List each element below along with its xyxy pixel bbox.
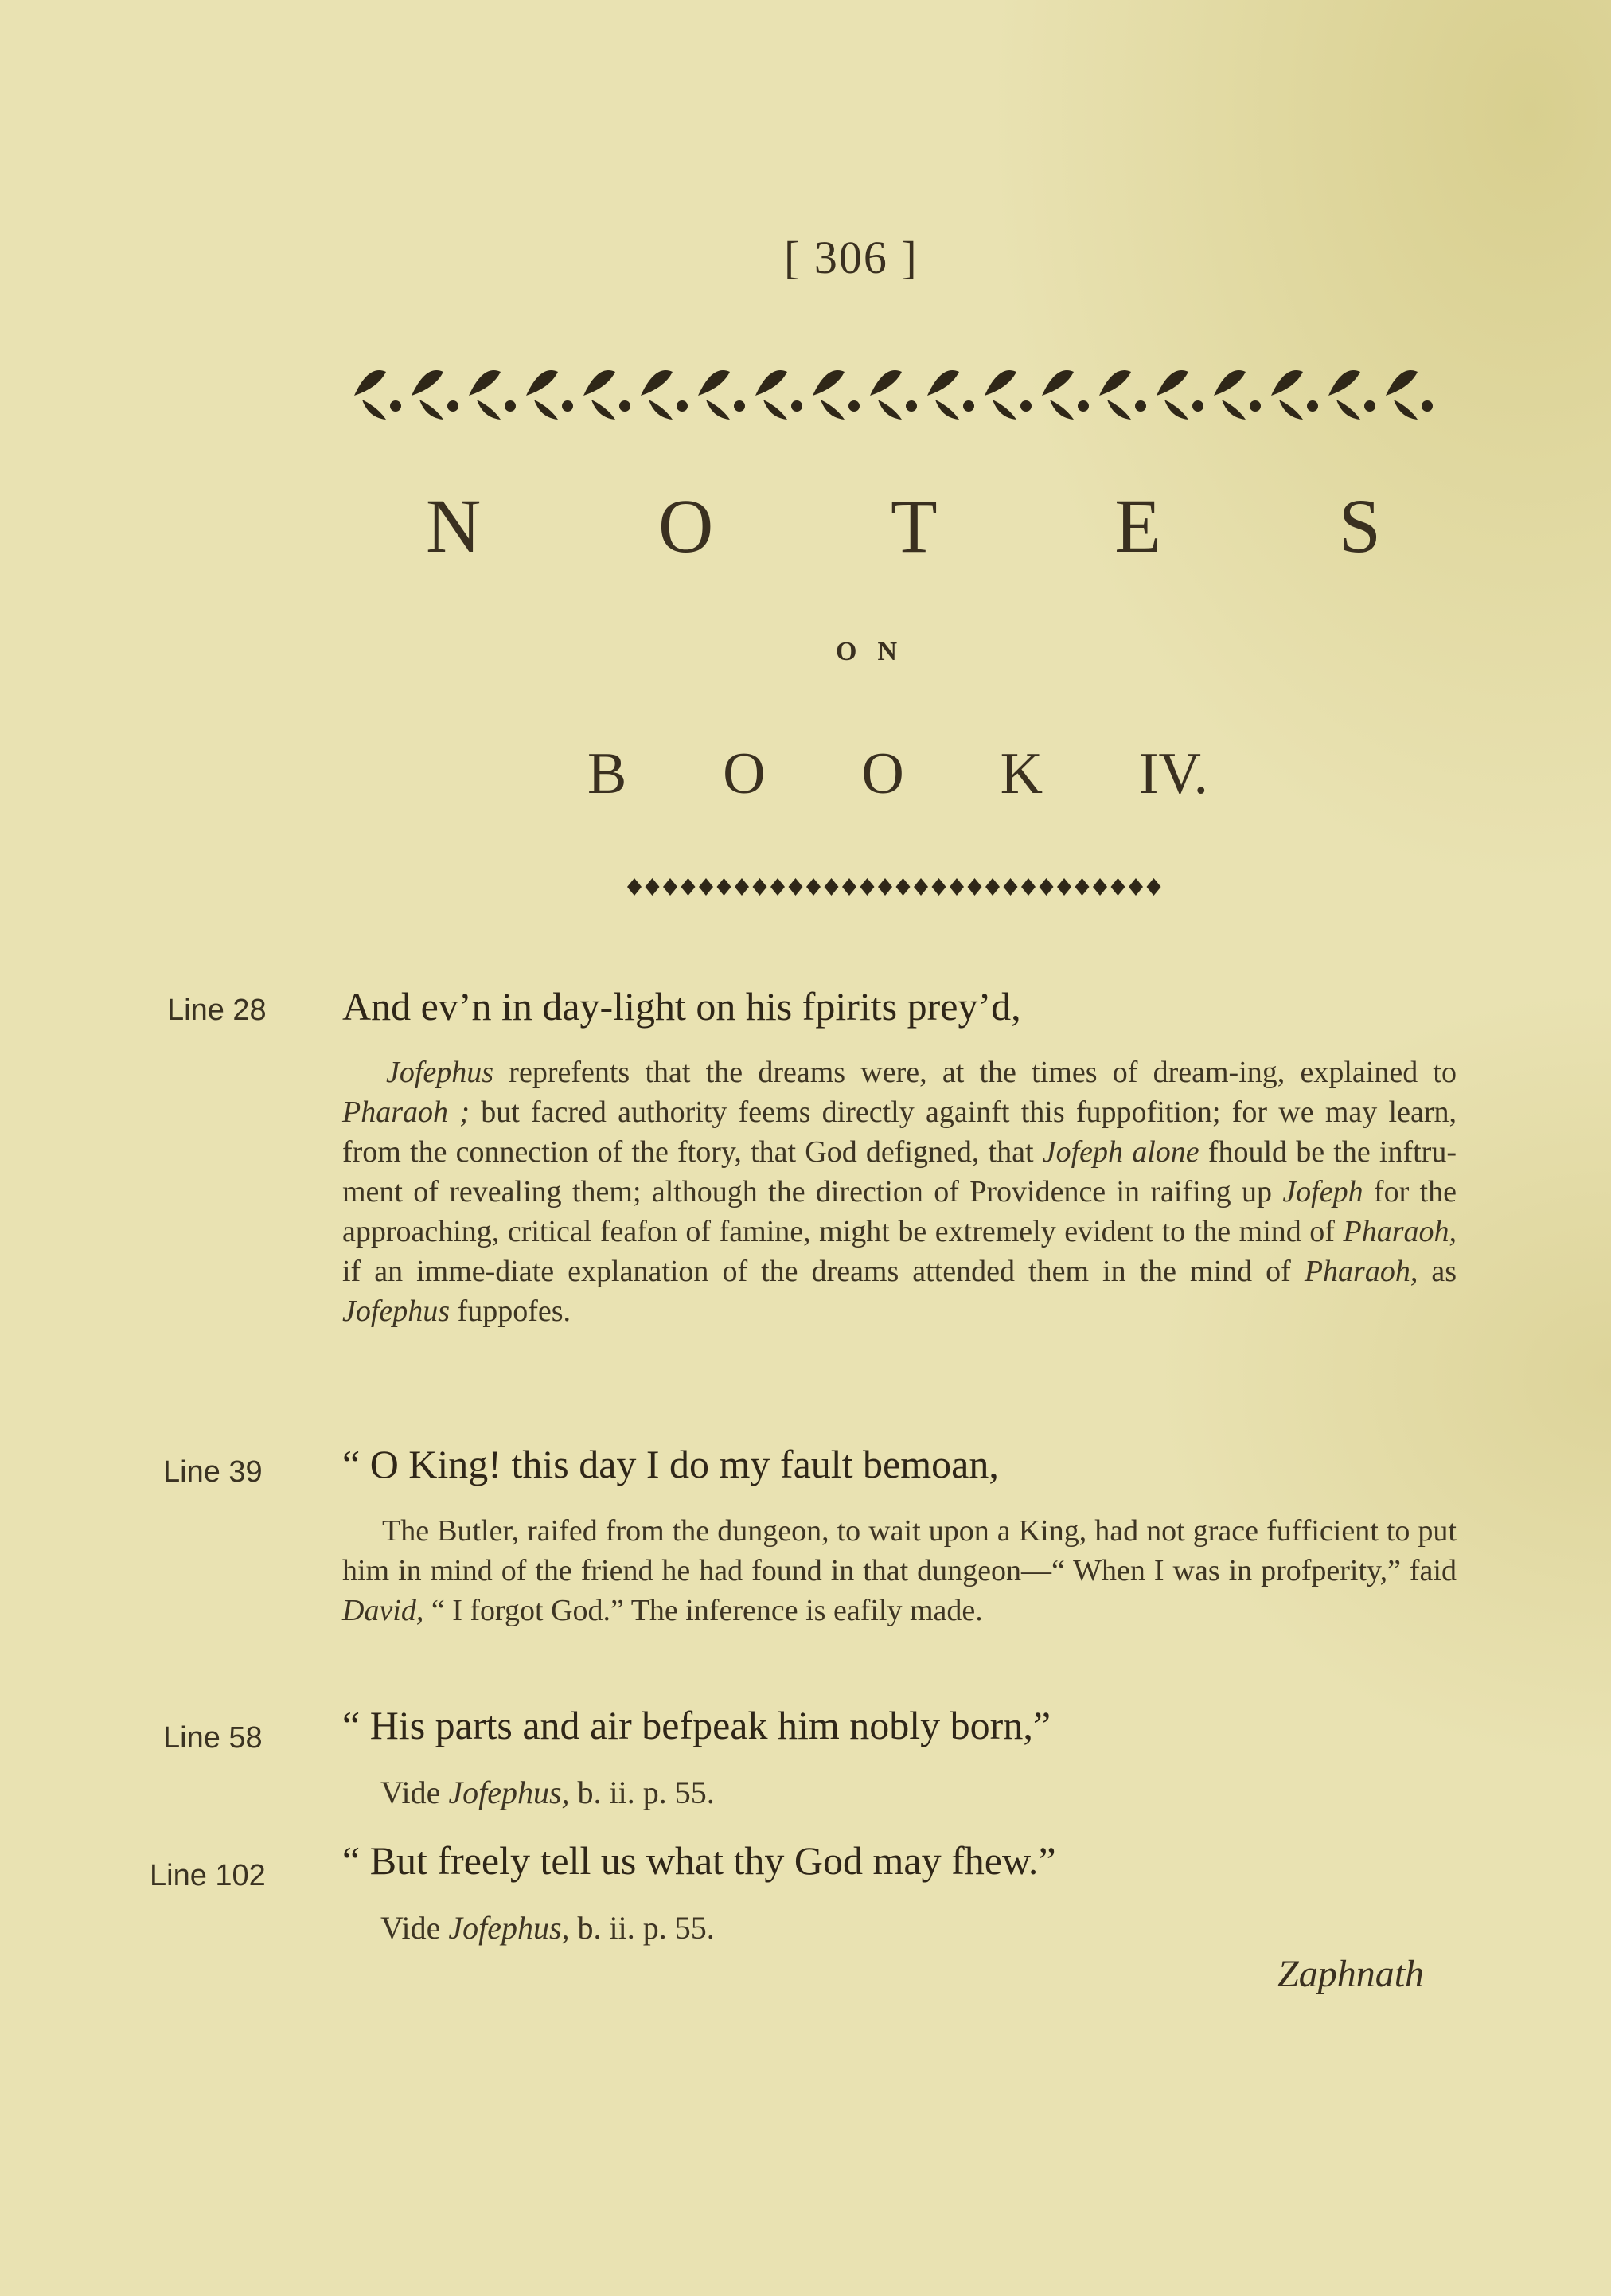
italic-text: David, <box>342 1594 424 1627</box>
title-book <box>587 740 1208 808</box>
ornament-dot <box>1192 400 1203 412</box>
rule-diamond <box>842 878 856 896</box>
title-letter: T <box>890 483 938 568</box>
text-run: fhould be the inftru-ment of revealing them; although the direction of Providence in raifing up <box>342 1135 1457 1209</box>
note-paragraph <box>342 1052 1457 1331</box>
rule-diamond <box>699 878 713 896</box>
rule-diamond <box>806 878 821 896</box>
italic-text: Pharaoh, <box>1304 1255 1418 1288</box>
rule-diamond <box>1111 878 1125 896</box>
page-number: [ 306 ] <box>784 232 919 283</box>
ornament-dot <box>505 400 516 412</box>
ornament-leaf <box>1099 370 1131 420</box>
rule-diamond <box>753 878 767 896</box>
ornament-leaf <box>927 370 959 420</box>
rule-diamond <box>914 878 928 896</box>
verse-line: “ O King! this day I do my fault bemoan, <box>342 1442 999 1486</box>
italic-text: Pharaoh ; <box>342 1095 470 1129</box>
verse-line: And ev’n in day-light on his fpirits prey’d, <box>342 984 1021 1029</box>
ornament-dot <box>1422 400 1433 412</box>
rule-diamond <box>1040 878 1054 896</box>
line-number: Line 58 <box>163 1721 263 1755</box>
ornament-leaf <box>469 370 501 420</box>
title-letter: O <box>657 483 714 568</box>
ornament-dot <box>791 400 802 412</box>
ornament-dot <box>848 400 860 412</box>
line-number: Line 102 <box>150 1859 266 1892</box>
ornamental-rule <box>619 874 1168 900</box>
title-letter: E <box>1114 483 1161 568</box>
rule-diamond <box>860 878 875 896</box>
ornament-dot <box>1364 400 1375 412</box>
ornament-leaf <box>1042 370 1074 420</box>
rule-diamond <box>1021 878 1036 896</box>
line-number: Line 39 <box>163 1455 263 1489</box>
text-run: fuppofes. <box>450 1294 571 1328</box>
note-text <box>342 1052 1457 1331</box>
ornament-leaf <box>985 370 1016 420</box>
text-run: as <box>1418 1255 1457 1288</box>
verse-line: “ But freely tell us what thy God may fhew.” <box>342 1838 1056 1883</box>
rule-diamond <box>950 878 964 896</box>
rule-diamond <box>789 878 803 896</box>
ornament-dot <box>677 400 688 412</box>
rule-diamond <box>681 878 696 896</box>
ornament-dot <box>447 400 458 412</box>
title-notes <box>426 482 1381 570</box>
vide-word: Vide <box>380 1775 449 1810</box>
book-letter: O <box>723 741 766 806</box>
rule-diamond <box>1075 878 1090 896</box>
rule-diamond <box>896 878 911 896</box>
vide-reference <box>380 1774 715 1811</box>
rule-diamond <box>825 878 839 896</box>
rule-diamond <box>663 878 677 896</box>
ornament-dot <box>390 400 401 412</box>
rule-diamond <box>1093 878 1107 896</box>
book-letter: K <box>1000 741 1043 806</box>
text-run: “ I forgot God.” The inference is eafily made. <box>423 1594 983 1627</box>
ornament-leaf <box>698 370 730 420</box>
ornamental-header-band <box>338 360 1445 424</box>
ornament-dot <box>619 400 630 412</box>
italic-text: Pharaoh, <box>1343 1215 1457 1248</box>
text-run: reprefents that the dreams were, at the times of dream-ing, explained to <box>493 1056 1457 1089</box>
text-run: if an imme-diate explanation of the dreams attended them in the mind of <box>342 1255 1305 1288</box>
vide-word: Vide <box>380 1910 449 1946</box>
rule-diamond <box>735 878 749 896</box>
vide-page: b. ii. p. 55. <box>569 1910 715 1946</box>
rule-diamond <box>627 878 642 896</box>
italic-text: Jofeph alone <box>1042 1135 1199 1169</box>
text-run: for the approaching, critical feafon of famine, might be extremely evident to the mind of <box>342 1175 1457 1248</box>
ornament-leaf <box>1214 370 1246 420</box>
ornament-dot <box>734 400 745 412</box>
ornament-dot <box>1307 400 1318 412</box>
vide-page: b. ii. p. 55. <box>569 1775 715 1810</box>
title-on: ON <box>836 637 918 666</box>
ornament-leaf <box>354 370 386 420</box>
ornament-leaf <box>583 370 615 420</box>
ornament-leaf <box>755 370 787 420</box>
rule-diamond <box>1129 878 1143 896</box>
ornament-dot <box>1020 400 1032 412</box>
ornament-dot <box>963 400 974 412</box>
ornament-leaf <box>641 370 673 420</box>
title-letter: N <box>426 483 482 568</box>
italic-text: Jofephus <box>386 1056 494 1089</box>
text-run: but facred authority feems directly againft this fuppofition; for we may learn, from the connection of the ftory, that God defigned, that <box>342 1095 1457 1169</box>
rule-diamond <box>985 878 1000 896</box>
vide-author: Jofephus, <box>448 1910 570 1946</box>
ornament-dot <box>906 400 917 412</box>
verse-line: “ His parts and air befpeak him nobly born,” <box>342 1703 1051 1747</box>
ornament-dot <box>1250 400 1261 412</box>
ornament-leaf <box>1271 370 1303 420</box>
rule-diamond <box>1004 878 1018 896</box>
note-text <box>342 1511 1457 1630</box>
catchword: Zaphnath <box>1277 1953 1425 1995</box>
italic-text: Jofeph <box>1282 1175 1363 1209</box>
book-letter: O <box>861 741 904 806</box>
rule-diamond <box>646 878 660 896</box>
vide-reference <box>380 1909 715 1947</box>
ornament-leaf <box>813 370 845 420</box>
ornament-leaf <box>870 370 902 420</box>
rule-diamond <box>878 878 892 896</box>
italic-text: Jofephus <box>342 1294 451 1328</box>
ornament-leaf <box>1328 370 1360 420</box>
rule-diamond <box>968 878 982 896</box>
note-paragraph <box>342 1511 1457 1630</box>
title-letter: S <box>1338 483 1381 568</box>
ornament-leaf <box>412 370 443 420</box>
ornament-dot <box>1135 400 1146 412</box>
rule-diamond <box>1057 878 1071 896</box>
rule-diamond <box>932 878 946 896</box>
ornament-leaf <box>526 370 558 420</box>
line-number: Line 28 <box>167 994 267 1027</box>
ornament-dot <box>562 400 573 412</box>
book-letter: B <box>587 741 627 806</box>
ornament-leaf <box>1157 370 1188 420</box>
rule-diamond <box>770 878 785 896</box>
ornament-dot <box>1078 400 1089 412</box>
vide-author: Jofephus, <box>448 1775 570 1810</box>
rule-diamond <box>717 878 731 896</box>
text-run: The Butler, raifed from the dungeon, to wait upon a King, had not grace fufficient to put him in mind of the friend he had found in that dungeon—“ When I was in profperity,” faid <box>342 1514 1457 1587</box>
book-letter: IV. <box>1138 741 1208 806</box>
rule-diamond <box>1147 878 1161 896</box>
ornament-leaf <box>1386 370 1418 420</box>
